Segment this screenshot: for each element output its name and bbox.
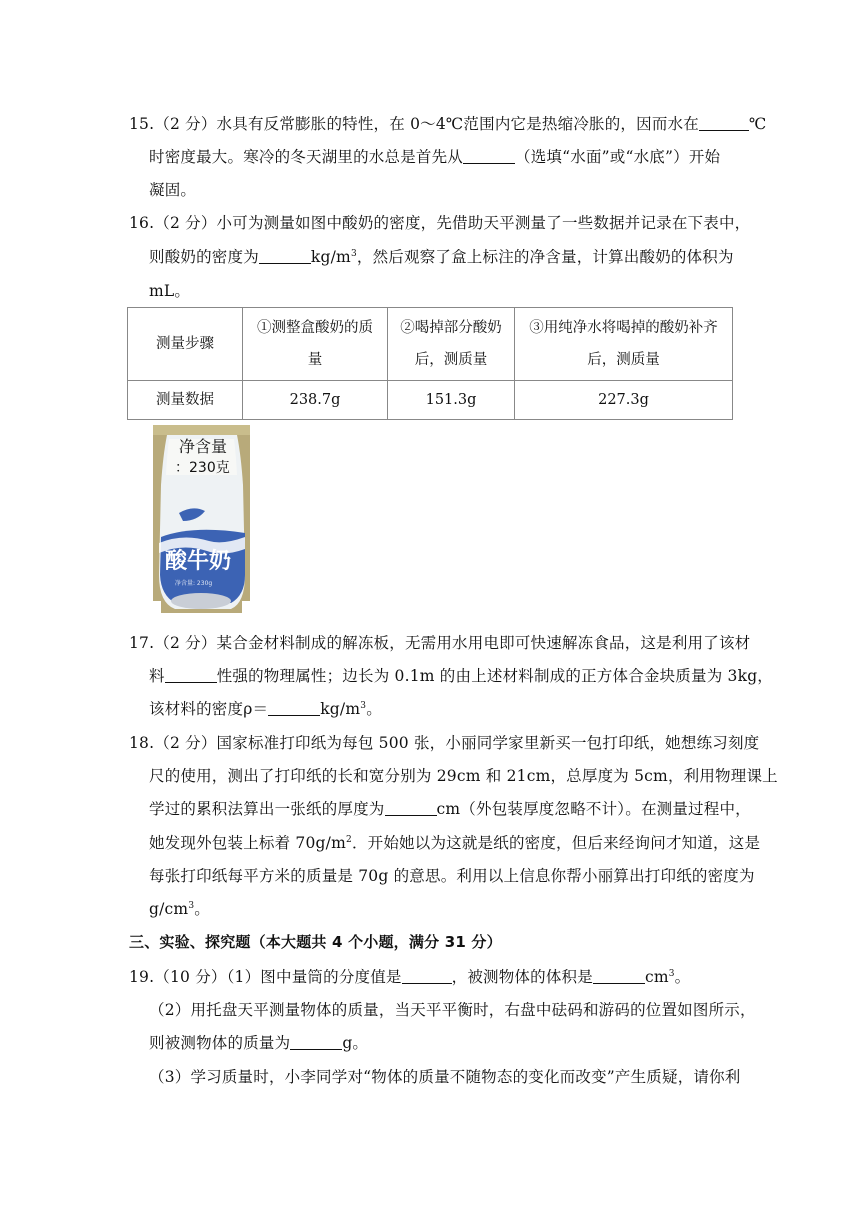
q17-line-2: 料 性强的物理属性；边长为 0.1m 的由上述材料制成的正方体合金块质量为 3kg， [149,667,774,685]
bottle-net-label: 净含量 [179,437,228,456]
table-cell: 测量数据 [128,381,243,420]
table-row [128,381,733,420]
q16-blank-1[interactable] [259,248,311,265]
q16-line-2: 则酸奶的密度为 $kg/m^3$，然后观察了盒上标注的净含量，计算出酸奶的体积为 [149,248,734,266]
table-header-cell: ③用纯净水将喝掉的酸奶补齐 后，测质量 [515,308,733,381]
yogurt-bottle-image [153,425,250,613]
table-cell: 227.3g [515,381,733,420]
q18-line-4: 她发现外包装上标着 $70g/m^2$．开始她以为这就是纸的密度，但后来经询问才知道，这是 [149,834,761,852]
bottle-small-text: 净含量: 230g [175,580,213,587]
q15-blank-1[interactable] [699,115,749,132]
q18-line-2: 尺的使用，测出了打印纸的长和宽分别为 29cm 和 21cm，总厚度为 5cm，利用物理课上 [149,767,778,785]
q19-line-3: 则被测物体的质量为 g。 [149,1034,369,1052]
q18-line-6: $g/cm^3$。 [149,900,210,918]
q18-line-3: 学过的累积法算出一张纸的厚度为 cm（外包装厚度忽略不计）。在测量过程中， [149,800,751,818]
table-header-cell: ①测整盒酸奶的质 量 [243,308,388,381]
bottle-net-amount: ：230克 [175,460,230,476]
q19-blank-2[interactable] [593,968,645,985]
q19-line-1: 19.（10 分）（1）图中量筒的分度值是 ，被测物体的体积是 $cm^3$。 [129,968,691,986]
q15-blank-2[interactable] [463,148,515,165]
q17-line-3: 该材料的密度$\rho= kg/m^3$。 [149,700,382,718]
q19-line-2: （2）用托盘天平测量物体的质量，当天平平衡时，右盘中砝码和游码的位置如图所示， [149,1001,756,1019]
q15-line-1: 15.（2 分）水具有反常膨胀的特性，在 0～4℃范围内它是热缩冷胀的，因而水在 ℃ [129,115,767,133]
q17-blank-1[interactable] [165,667,217,684]
q17-blank-2[interactable] [268,700,320,717]
q18-line-5: 每张打印纸每平方米的质量是 70g 的意思。利用以上信息你帮小丽算出打印纸的密度为 [149,867,755,885]
bottle-brand-text: 酸牛奶 [165,549,232,574]
q17-line-1: 17.（2 分）某合金材料制成的解冻板，无需用水用电即可快速解冻食品，这是利用了该材 [129,634,751,652]
section-3-heading: 三、实验、探究题（本大题共 4 个小题，满分 31 分） [129,933,502,951]
measurement-table [127,307,733,420]
q19-blank-1[interactable] [402,968,452,985]
q16-line-3: mL。 [149,282,191,300]
q15-line-2: 时密度最大。寒冷的冬天湖里的水总是首先从 （选填“水面”或“水底”）开始 [149,148,721,166]
table-header-cell: ②喝掉部分酸奶 后，测质量 [388,308,515,381]
table-cell: 151.3g [388,381,515,420]
table-cell: 238.7g [243,381,388,420]
table-row [128,308,733,381]
q19-line-4: （3）学习质量时，小李同学对“物体的质量不随物态的变化而改变”产生质疑，请你利 [149,1068,741,1086]
q16-line-1: 16.（2 分）小可为测量如图中酸奶的密度，先借助天平测量了一些数据并记录在下表中， [129,214,751,232]
q15-line-3: 凝固。 [149,181,197,199]
q18-line-1: 18.（2 分）国家标准打印纸为每包 500 张，小丽同学家里新买一包打印纸，她想练习刻度 [129,734,760,752]
table-header-cell: 测量步骤 [128,308,243,381]
q19-blank-3[interactable] [290,1034,342,1051]
q18-blank-1[interactable] [385,800,437,817]
